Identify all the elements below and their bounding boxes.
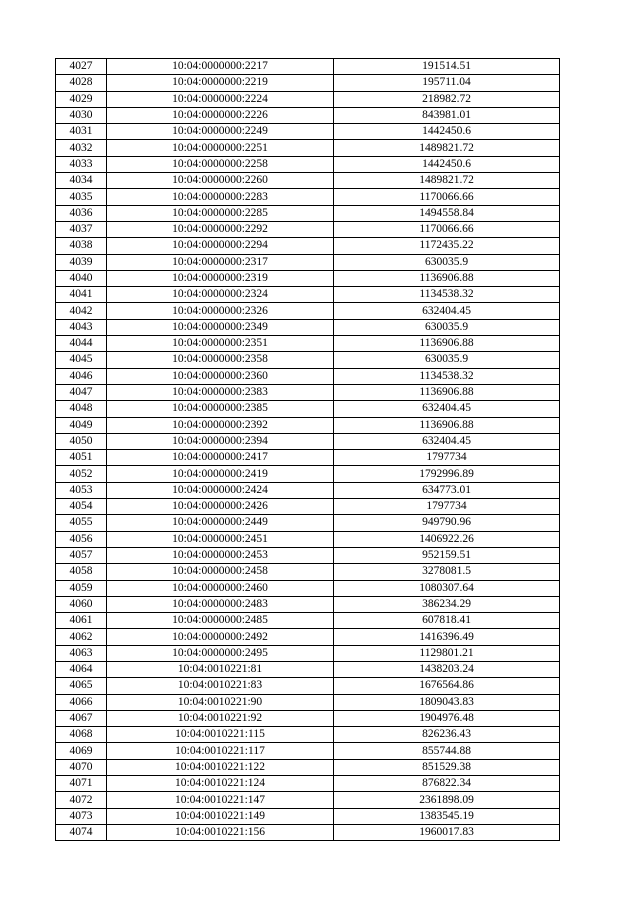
value-cell: 3278081.5 — [334, 564, 560, 580]
value-cell: 1136906.88 — [334, 417, 560, 433]
table-row — [56, 547, 560, 563]
row-number-cell: 4061 — [56, 613, 107, 629]
cadastral-number-cell: 10:04:0010221:149 — [107, 808, 334, 824]
value-cell: 632404.45 — [334, 303, 560, 319]
value-cell: 1904976.48 — [334, 710, 560, 726]
value-cell: 1489821.72 — [334, 173, 560, 189]
value-cell: 1172435.22 — [334, 238, 560, 254]
cadastral-number-cell: 10:04:0000000:2485 — [107, 613, 334, 629]
value-cell: 1134538.32 — [334, 368, 560, 384]
row-number-cell: 4039 — [56, 254, 107, 270]
table-row — [56, 270, 560, 286]
value-cell: 632404.45 — [334, 433, 560, 449]
cadastral-number-cell: 10:04:0000000:2458 — [107, 564, 334, 580]
row-number-cell: 4033 — [56, 156, 107, 172]
cadastral-number-cell: 10:04:0000000:2449 — [107, 515, 334, 531]
cadastral-number-cell: 10:04:0000000:2260 — [107, 173, 334, 189]
row-number-cell: 4035 — [56, 189, 107, 205]
row-number-cell: 4065 — [56, 678, 107, 694]
cadastral-number-cell: 10:04:0000000:2351 — [107, 336, 334, 352]
table-row — [56, 531, 560, 547]
cadastral-number-cell: 10:04:0010221:81 — [107, 661, 334, 677]
row-number-cell: 4027 — [56, 59, 107, 75]
table-row — [56, 792, 560, 808]
cadastral-number-cell: 10:04:0000000:2492 — [107, 629, 334, 645]
table-row — [56, 254, 560, 270]
cadastral-number-cell: 10:04:0010221:122 — [107, 759, 334, 775]
cadastral-number-cell: 10:04:0000000:2392 — [107, 417, 334, 433]
table-row — [56, 661, 560, 677]
cadastral-number-cell: 10:04:0010221:92 — [107, 710, 334, 726]
row-number-cell: 4036 — [56, 205, 107, 221]
value-cell: 1797734 — [334, 450, 560, 466]
value-cell: 876822.34 — [334, 776, 560, 792]
value-cell: 1134538.32 — [334, 287, 560, 303]
cadastral-number-cell: 10:04:0000000:2383 — [107, 384, 334, 400]
row-number-cell: 4064 — [56, 661, 107, 677]
cadastral-number-cell: 10:04:0000000:2317 — [107, 254, 334, 270]
table-row — [56, 417, 560, 433]
cadastral-number-cell: 10:04:0000000:2283 — [107, 189, 334, 205]
value-cell: 191514.51 — [334, 59, 560, 75]
table-row — [56, 156, 560, 172]
value-cell: 851529.38 — [334, 759, 560, 775]
row-number-cell: 4038 — [56, 238, 107, 254]
value-cell: 630035.9 — [334, 254, 560, 270]
table-row — [56, 482, 560, 498]
cadastral-number-cell: 10:04:0010221:83 — [107, 678, 334, 694]
cadastral-number-cell: 10:04:0000000:2251 — [107, 140, 334, 156]
cadastral-number-cell: 10:04:0000000:2417 — [107, 450, 334, 466]
value-cell: 1960017.83 — [334, 824, 560, 840]
value-cell: 1442450.6 — [334, 124, 560, 140]
table-row — [56, 107, 560, 123]
table-row — [56, 336, 560, 352]
table-row — [56, 303, 560, 319]
row-number-cell: 4066 — [56, 694, 107, 710]
table-row — [56, 140, 560, 156]
value-cell: 1494558.84 — [334, 205, 560, 221]
cadastral-number-cell: 10:04:0000000:2349 — [107, 319, 334, 335]
value-cell: 1416396.49 — [334, 629, 560, 645]
cadastral-number-cell: 10:04:0000000:2319 — [107, 270, 334, 286]
row-number-cell: 4055 — [56, 515, 107, 531]
cadastral-number-cell: 10:04:0000000:2394 — [107, 433, 334, 449]
table-row — [56, 808, 560, 824]
value-cell: 1438203.24 — [334, 661, 560, 677]
table-row — [56, 319, 560, 335]
table-row — [56, 596, 560, 612]
table-row — [56, 613, 560, 629]
row-number-cell: 4062 — [56, 629, 107, 645]
row-number-cell: 4063 — [56, 645, 107, 661]
row-number-cell: 4074 — [56, 824, 107, 840]
value-cell: 607818.41 — [334, 613, 560, 629]
row-number-cell: 4028 — [56, 75, 107, 91]
cadastral-number-cell: 10:04:0000000:2285 — [107, 205, 334, 221]
row-number-cell: 4056 — [56, 531, 107, 547]
value-cell: 630035.9 — [334, 352, 560, 368]
value-cell: 1170066.66 — [334, 189, 560, 205]
table-row — [56, 564, 560, 580]
row-number-cell: 4052 — [56, 466, 107, 482]
value-cell: 1676564.86 — [334, 678, 560, 694]
row-number-cell: 4046 — [56, 368, 107, 384]
cadastral-number-cell: 10:04:0000000:2426 — [107, 499, 334, 515]
value-cell: 1406922.26 — [334, 531, 560, 547]
cadastral-number-cell: 10:04:0000000:2424 — [107, 482, 334, 498]
value-cell: 630035.9 — [334, 319, 560, 335]
row-number-cell: 4034 — [56, 173, 107, 189]
table-row — [56, 59, 560, 75]
cadastral-number-cell: 10:04:0000000:2326 — [107, 303, 334, 319]
cadastral-number-cell: 10:04:0000000:2483 — [107, 596, 334, 612]
value-cell: 1489821.72 — [334, 140, 560, 156]
value-cell: 952159.51 — [334, 547, 560, 563]
value-cell: 949790.96 — [334, 515, 560, 531]
row-number-cell: 4041 — [56, 287, 107, 303]
row-number-cell: 4031 — [56, 124, 107, 140]
table-row — [56, 694, 560, 710]
value-cell: 1136906.88 — [334, 336, 560, 352]
cadastral-number-cell: 10:04:0000000:2224 — [107, 91, 334, 107]
cadastral-number-cell: 10:04:0000000:2460 — [107, 580, 334, 596]
cadastral-number-cell: 10:04:0000000:2226 — [107, 107, 334, 123]
row-number-cell: 4029 — [56, 91, 107, 107]
row-number-cell: 4037 — [56, 221, 107, 237]
table-row — [56, 401, 560, 417]
value-cell: 855744.88 — [334, 743, 560, 759]
row-number-cell: 4069 — [56, 743, 107, 759]
table-row — [56, 189, 560, 205]
cadastral-number-cell: 10:04:0000000:2249 — [107, 124, 334, 140]
row-number-cell: 4042 — [56, 303, 107, 319]
value-cell: 1809043.83 — [334, 694, 560, 710]
value-cell: 1080307.64 — [334, 580, 560, 596]
table-row — [56, 238, 560, 254]
value-cell: 843981.01 — [334, 107, 560, 123]
table-row — [56, 173, 560, 189]
cadastral-number-cell: 10:04:0000000:2324 — [107, 287, 334, 303]
row-number-cell: 4068 — [56, 727, 107, 743]
table-row — [56, 124, 560, 140]
table-row — [56, 75, 560, 91]
table-row — [56, 580, 560, 596]
cadastral-number-cell: 10:04:0010221:90 — [107, 694, 334, 710]
table-row — [56, 824, 560, 840]
row-number-cell: 4047 — [56, 384, 107, 400]
cadastral-number-cell: 10:04:0000000:2292 — [107, 221, 334, 237]
table-row — [56, 368, 560, 384]
cadastral-number-cell: 10:04:0010221:117 — [107, 743, 334, 759]
value-cell: 386234.29 — [334, 596, 560, 612]
row-number-cell: 4058 — [56, 564, 107, 580]
value-cell: 1136906.88 — [334, 384, 560, 400]
table-row — [56, 629, 560, 645]
value-cell: 1383545.19 — [334, 808, 560, 824]
row-number-cell: 4057 — [56, 547, 107, 563]
table-row — [56, 499, 560, 515]
cadastral-number-cell: 10:04:0000000:2360 — [107, 368, 334, 384]
row-number-cell: 4043 — [56, 319, 107, 335]
table-row — [56, 287, 560, 303]
cadastral-number-cell: 10:04:0000000:2385 — [107, 401, 334, 417]
value-cell: 634773.01 — [334, 482, 560, 498]
row-number-cell: 4032 — [56, 140, 107, 156]
table-row — [56, 678, 560, 694]
table-row — [56, 384, 560, 400]
cadastral-number-cell: 10:04:0010221:147 — [107, 792, 334, 808]
table-row — [56, 727, 560, 743]
cadastral-number-cell: 10:04:0000000:2258 — [107, 156, 334, 172]
cadastral-number-cell: 10:04:0000000:2419 — [107, 466, 334, 482]
table-row — [56, 433, 560, 449]
cadastral-number-cell: 10:04:0000000:2495 — [107, 645, 334, 661]
table-row — [56, 743, 560, 759]
table-row — [56, 221, 560, 237]
value-cell: 1136906.88 — [334, 270, 560, 286]
row-number-cell: 4072 — [56, 792, 107, 808]
row-number-cell: 4073 — [56, 808, 107, 824]
table-row — [56, 205, 560, 221]
row-number-cell: 4049 — [56, 417, 107, 433]
value-cell: 1797734 — [334, 499, 560, 515]
value-cell: 1442450.6 — [334, 156, 560, 172]
row-number-cell: 4070 — [56, 759, 107, 775]
cadastral-number-cell: 10:04:0010221:115 — [107, 727, 334, 743]
table-row — [56, 776, 560, 792]
row-number-cell: 4030 — [56, 107, 107, 123]
row-number-cell: 4048 — [56, 401, 107, 417]
table-row — [56, 759, 560, 775]
row-number-cell: 4040 — [56, 270, 107, 286]
row-number-cell: 4059 — [56, 580, 107, 596]
row-number-cell: 4067 — [56, 710, 107, 726]
row-number-cell: 4060 — [56, 596, 107, 612]
cadastral-number-cell: 10:04:0000000:2451 — [107, 531, 334, 547]
row-number-cell: 4054 — [56, 499, 107, 515]
value-cell: 632404.45 — [334, 401, 560, 417]
value-cell: 2361898.09 — [334, 792, 560, 808]
value-cell: 218982.72 — [334, 91, 560, 107]
row-number-cell: 4071 — [56, 776, 107, 792]
cadastral-number-cell: 10:04:0000000:2358 — [107, 352, 334, 368]
row-number-cell: 4050 — [56, 433, 107, 449]
row-number-cell: 4051 — [56, 450, 107, 466]
cadastral-number-cell: 10:04:0000000:2453 — [107, 547, 334, 563]
cadastral-number-cell: 10:04:0010221:156 — [107, 824, 334, 840]
cadastral-number-cell: 10:04:0000000:2294 — [107, 238, 334, 254]
table-row — [56, 450, 560, 466]
table-row — [56, 352, 560, 368]
table-row — [56, 91, 560, 107]
data-table — [55, 58, 560, 841]
row-number-cell: 4045 — [56, 352, 107, 368]
value-cell: 195711.04 — [334, 75, 560, 91]
value-cell: 1129801.21 — [334, 645, 560, 661]
value-cell: 1792996.89 — [334, 466, 560, 482]
table-row — [56, 710, 560, 726]
table-row — [56, 645, 560, 661]
value-cell: 1170066.66 — [334, 221, 560, 237]
cadastral-number-cell: 10:04:0000000:2217 — [107, 59, 334, 75]
table-row — [56, 466, 560, 482]
row-number-cell: 4044 — [56, 336, 107, 352]
value-cell: 826236.43 — [334, 727, 560, 743]
row-number-cell: 4053 — [56, 482, 107, 498]
table-body — [56, 59, 560, 841]
cadastral-number-cell: 10:04:0010221:124 — [107, 776, 334, 792]
cadastral-number-cell: 10:04:0000000:2219 — [107, 75, 334, 91]
table-row — [56, 515, 560, 531]
